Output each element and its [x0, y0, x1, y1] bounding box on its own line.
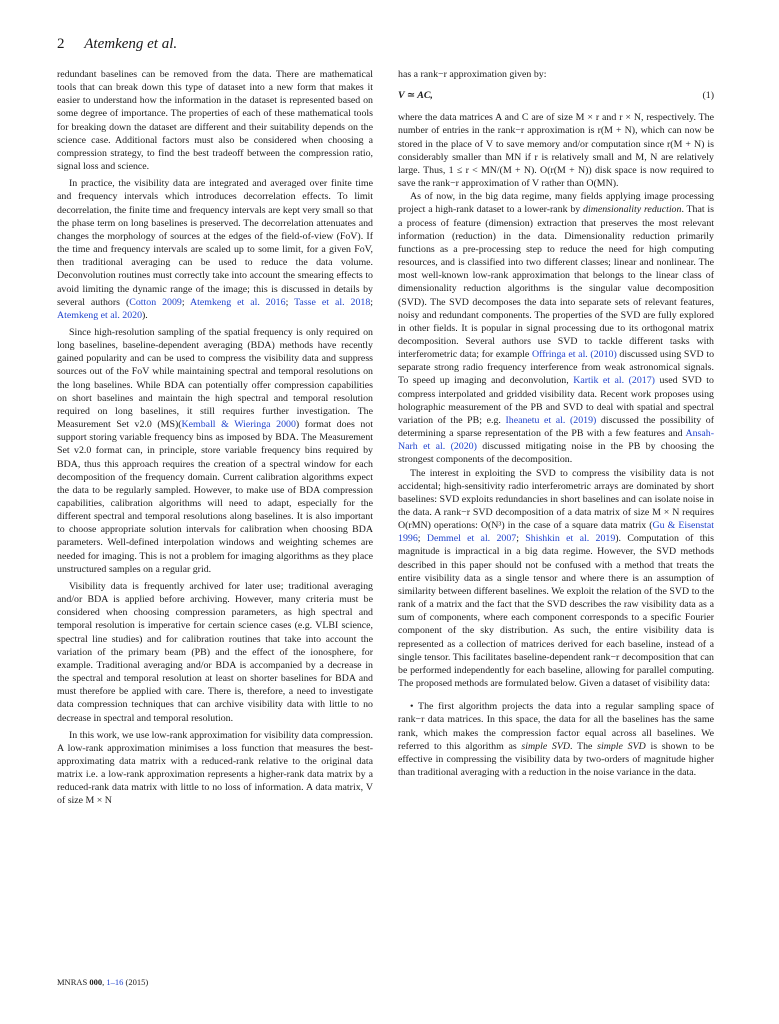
- paragraph: In this work, we use low-rank approximation for visibility data compression. A low-rank approximation minimises a loss function that measures the best-approximating data matrix with a reduced-rank relative to the original data matrix i.e. a low-rank approximation represents a higher-rank data matrix by a reduced-rank data matrix with little to no loss of information. A data matrix, V of size M × N: [57, 729, 373, 807]
- page-range-link[interactable]: 1–16: [106, 977, 124, 987]
- paragraph: where the data matrices A and C are of size M × r and r × N, respectively. The number of entries in the rank−r approximation is r(M + N), which can now be stored in the place of V to save memory and/or computation since r(M + N) is considerably smaller than MN if r is relatively small and M, N are relatively large. Thus, 1 ≤ r < MN/(M + N). O(r(M + N)) disk space is now required to save the rank−r approximation of V rather than O(MN).: [398, 112, 714, 190]
- citation-link[interactable]: Kartik et al. (2017): [573, 375, 655, 387]
- paragraph: has a rank−r approximation given by:: [398, 69, 547, 80]
- paragraph: As of now, in the big data regime, many fields applying image processing project a high-rank dataset to a lower-rank by dimensionality reduction. That is a process of feature (dimension) extraction that preserves the most relevant information (reduction) in the data. Dimensionality reduction primarily functions as a pre-processing step to reduce the need for high computing resources, and is classified into two different classes; linear and nonlinear. The most well-known low-rank approximation that belongs to the linear class of dimensionality reduction algorithms is the singular value decomposition (SVD). The SVD decomposes the data into separate sets of relevant features, noisy and redundant components. The properties of the SVD are fully explored in other fields. It is popular in signal processing due to its orthogonal matrix decomposition. Several authors use SVD to tackle different tasks with interferometric data; for example Offringa et al. (2010) discussed using SVD to separate strong radio frequency interference from weak astronomical signals. To speed up imaging and deconvolution, Kartik et al. (2017) used SVD to compress interpolated and gridded visibility data. Recent work proposes using holographic measurement of the PB and SVD to deal with spatial and spectral variation of the PB; e.g. Iheanetu et al. (2019) discussed the possibility of determining a sparse representation of the PB with a few features and Ansah-Narh et al. (2020) discussed mitigating noise in the PB by choosing the strongest components of the decomposition.: [398, 191, 715, 466]
- paragraph: The interest in exploiting the SVD to compress the visibility data is not accidental; high-sensitivity radio interferometric arrays are dominated by short baselines: SVD exploits redundancies in short baselines and can isolate noise in the data. A rank−r SVD decomposition of a data matrix of size M × N requires O(rMN) operations: O(N³) in the case of a square data matrix (Gu & Eisenstat 1996; Demmel et al. 2007; Shishkin et al. 2019). Computation of this magnitude is impractical in a big data regime. However, the SVD methods described in this paper should not be confused with a method that treats the entire visibility data as a single tensor and where there is an assumption of similarity between different baselines. We exploit the relation of the SVD to the rank of a matrix and the fact that the SVD describes the raw visibility data as a sum of components, where each component corresponds to a specific Fourier component of the sky distribution. As such, the entire visibility data is represented as a collection of matrices derived for each baseline, instead of a single tensor. This facilitates baseline-dependent rank−r decomposition that can be performed independently for each baseline, allowing for parallel computing. The proposed methods are formulated below. Given a dataset of visibility data:: [398, 467, 715, 690]
- paragraph: redundant baselines can be removed from the data. There are mathematical tools that can break down this type of dataset into a new form that makes it easier to understand how the information in the dataset is represented based on some degree of importance. The properties of each of these mathematical tools for breaking down the dataset are different and their suitability depends on the science case. Additional factors must also be considered when choosing a compression strategy, to find the best tradeoff between the compression ratio, signal loss and science.: [57, 69, 373, 173]
- equation-1: [398, 89, 714, 102]
- citation-link[interactable]: Cotton 2009: [129, 296, 182, 308]
- citation-link[interactable]: Gu & Eisenstat 1996: [398, 520, 715, 545]
- page-footer: MNRAS 000, 1–16 (2015): [57, 977, 149, 987]
- citation-link[interactable]: Offringa et al. (2010): [531, 349, 617, 361]
- journal-volume: 000: [89, 977, 103, 987]
- journal-year: (2015): [125, 977, 149, 987]
- running-authors: Atemkeng et al.: [84, 36, 178, 52]
- journal-name: MNRAS: [57, 977, 88, 987]
- citation-link[interactable]: Kemball & Wieringa 2000: [181, 419, 296, 431]
- equation-body: V ≃ AC,: [398, 90, 433, 102]
- citation-link[interactable]: Ansah-Narh et al. (2020): [398, 428, 714, 453]
- equation-number: (1): [702, 90, 714, 102]
- left-column: [57, 68, 373, 808]
- citation-link[interactable]: Shishkin et al. 2019: [525, 533, 616, 545]
- citation-link[interactable]: Demmel et al. 2007: [426, 533, 517, 545]
- right-column: [398, 68, 714, 779]
- citation-link[interactable]: Atemkeng et al. 2016: [190, 296, 286, 308]
- citation-link[interactable]: Atemkeng et al. 2020: [57, 309, 143, 321]
- paragraph: Since high-resolution sampling of the spatial frequency is only required on long baselines, baseline-dependent averaging (BDA) methods have recently gained popularity and can be used to compress the visibility data and suppress sources out of the FoV while maintaining spectral and temporal resolutions on the long baselines. While BDA can potentially offer compression capabilities on short baselines and maintain the high spectral and temporal resolution required on long baselines, it still requires further investigation. The Measurement Set v2.0 (MS)(Kemball & Wieringa 2000) format does not support storing variable frequency bins as imposed by BDA. The Measurement Set v2.0 format can, in principle, store variable frequency bins required by BDA, thus this approach requires the creation of a spectral window for each decomposition of the frequency domain. Current calibration algorithms expect the data to be regularly sampled. However, to make use of BDA compression capabilities, calibration algorithms will need to adapt, especially for the different spectral and temporal resolutions along baselines. It is also important to choose appropriate solution intervals for calibration when choosing BDA parameters. Well-defined interpolation windows and weighting schemes are needed for imaging. This is not a problem for imaging algorithms as they place unstructured samples on a regular grid.: [57, 326, 373, 575]
- page-header: [57, 36, 177, 53]
- page-number: 2: [57, 36, 65, 52]
- paragraph: In practice, the visibility data are integrated and averaged over finite time and frequency intervals which introduces decorrelation effects. To limit decorrelation, the finite time and frequency intervals are kept very small so that the phase term on long baselines is preserved. The decorrelation attenuates and changes the morphology of sources at the edges of the field-of-view (FoV). If the time and frequency intervals are scaled up to some limit, for a given FoV, then traditional averaging can be used to reduce the data volume. Deconvolution routines must correctly take into account the smearing effects to avoid limiting the dynamic range of the image; this is discussed in details by several authors (Cotton 2009; Atemkeng et al. 2016; Tasse et al. 2018; Atemkeng et al. 2020).: [57, 178, 374, 321]
- paragraph: Visibility data is frequently archived for later use; traditional averaging and/or BDA is applied before archiving. However, many criteria must be considered when choosing compression parameters, as high spectral and temporal resolution is imperative for certain science cases (e.g. VLBI science, spectral line studies) and for calibration routines that take into account the variation of the primary beam (PB) and the effect of the ionosphere, for example. Traditional averaging and/or BDA is accompanied by a decrease in the spectral and temporal resolution at least on shorter baselines for BDA and must therefore be applied with care. There is, therefore, a need to investigate data compression techniques that can archive visibility data with little to no decrease in spectral and temporal resolution.: [57, 580, 373, 724]
- citation-link[interactable]: Iheanetu et al. (2019): [505, 414, 597, 426]
- citation-link[interactable]: Tasse et al. 2018: [294, 296, 371, 308]
- bullet-item: • The first algorithm projects the data into a regular sampling space of rank−r data matrices. In this space, the data for all the baselines has the same rank, which makes the compression factor equal across all baselines. We referred to this algorithm as simple SVD. The simple SVD is shown to be effective in compressing the visibility data by two-orders of magnitude higher than traditional averaging with a reduction in the noise variance in the data.: [398, 701, 714, 778]
